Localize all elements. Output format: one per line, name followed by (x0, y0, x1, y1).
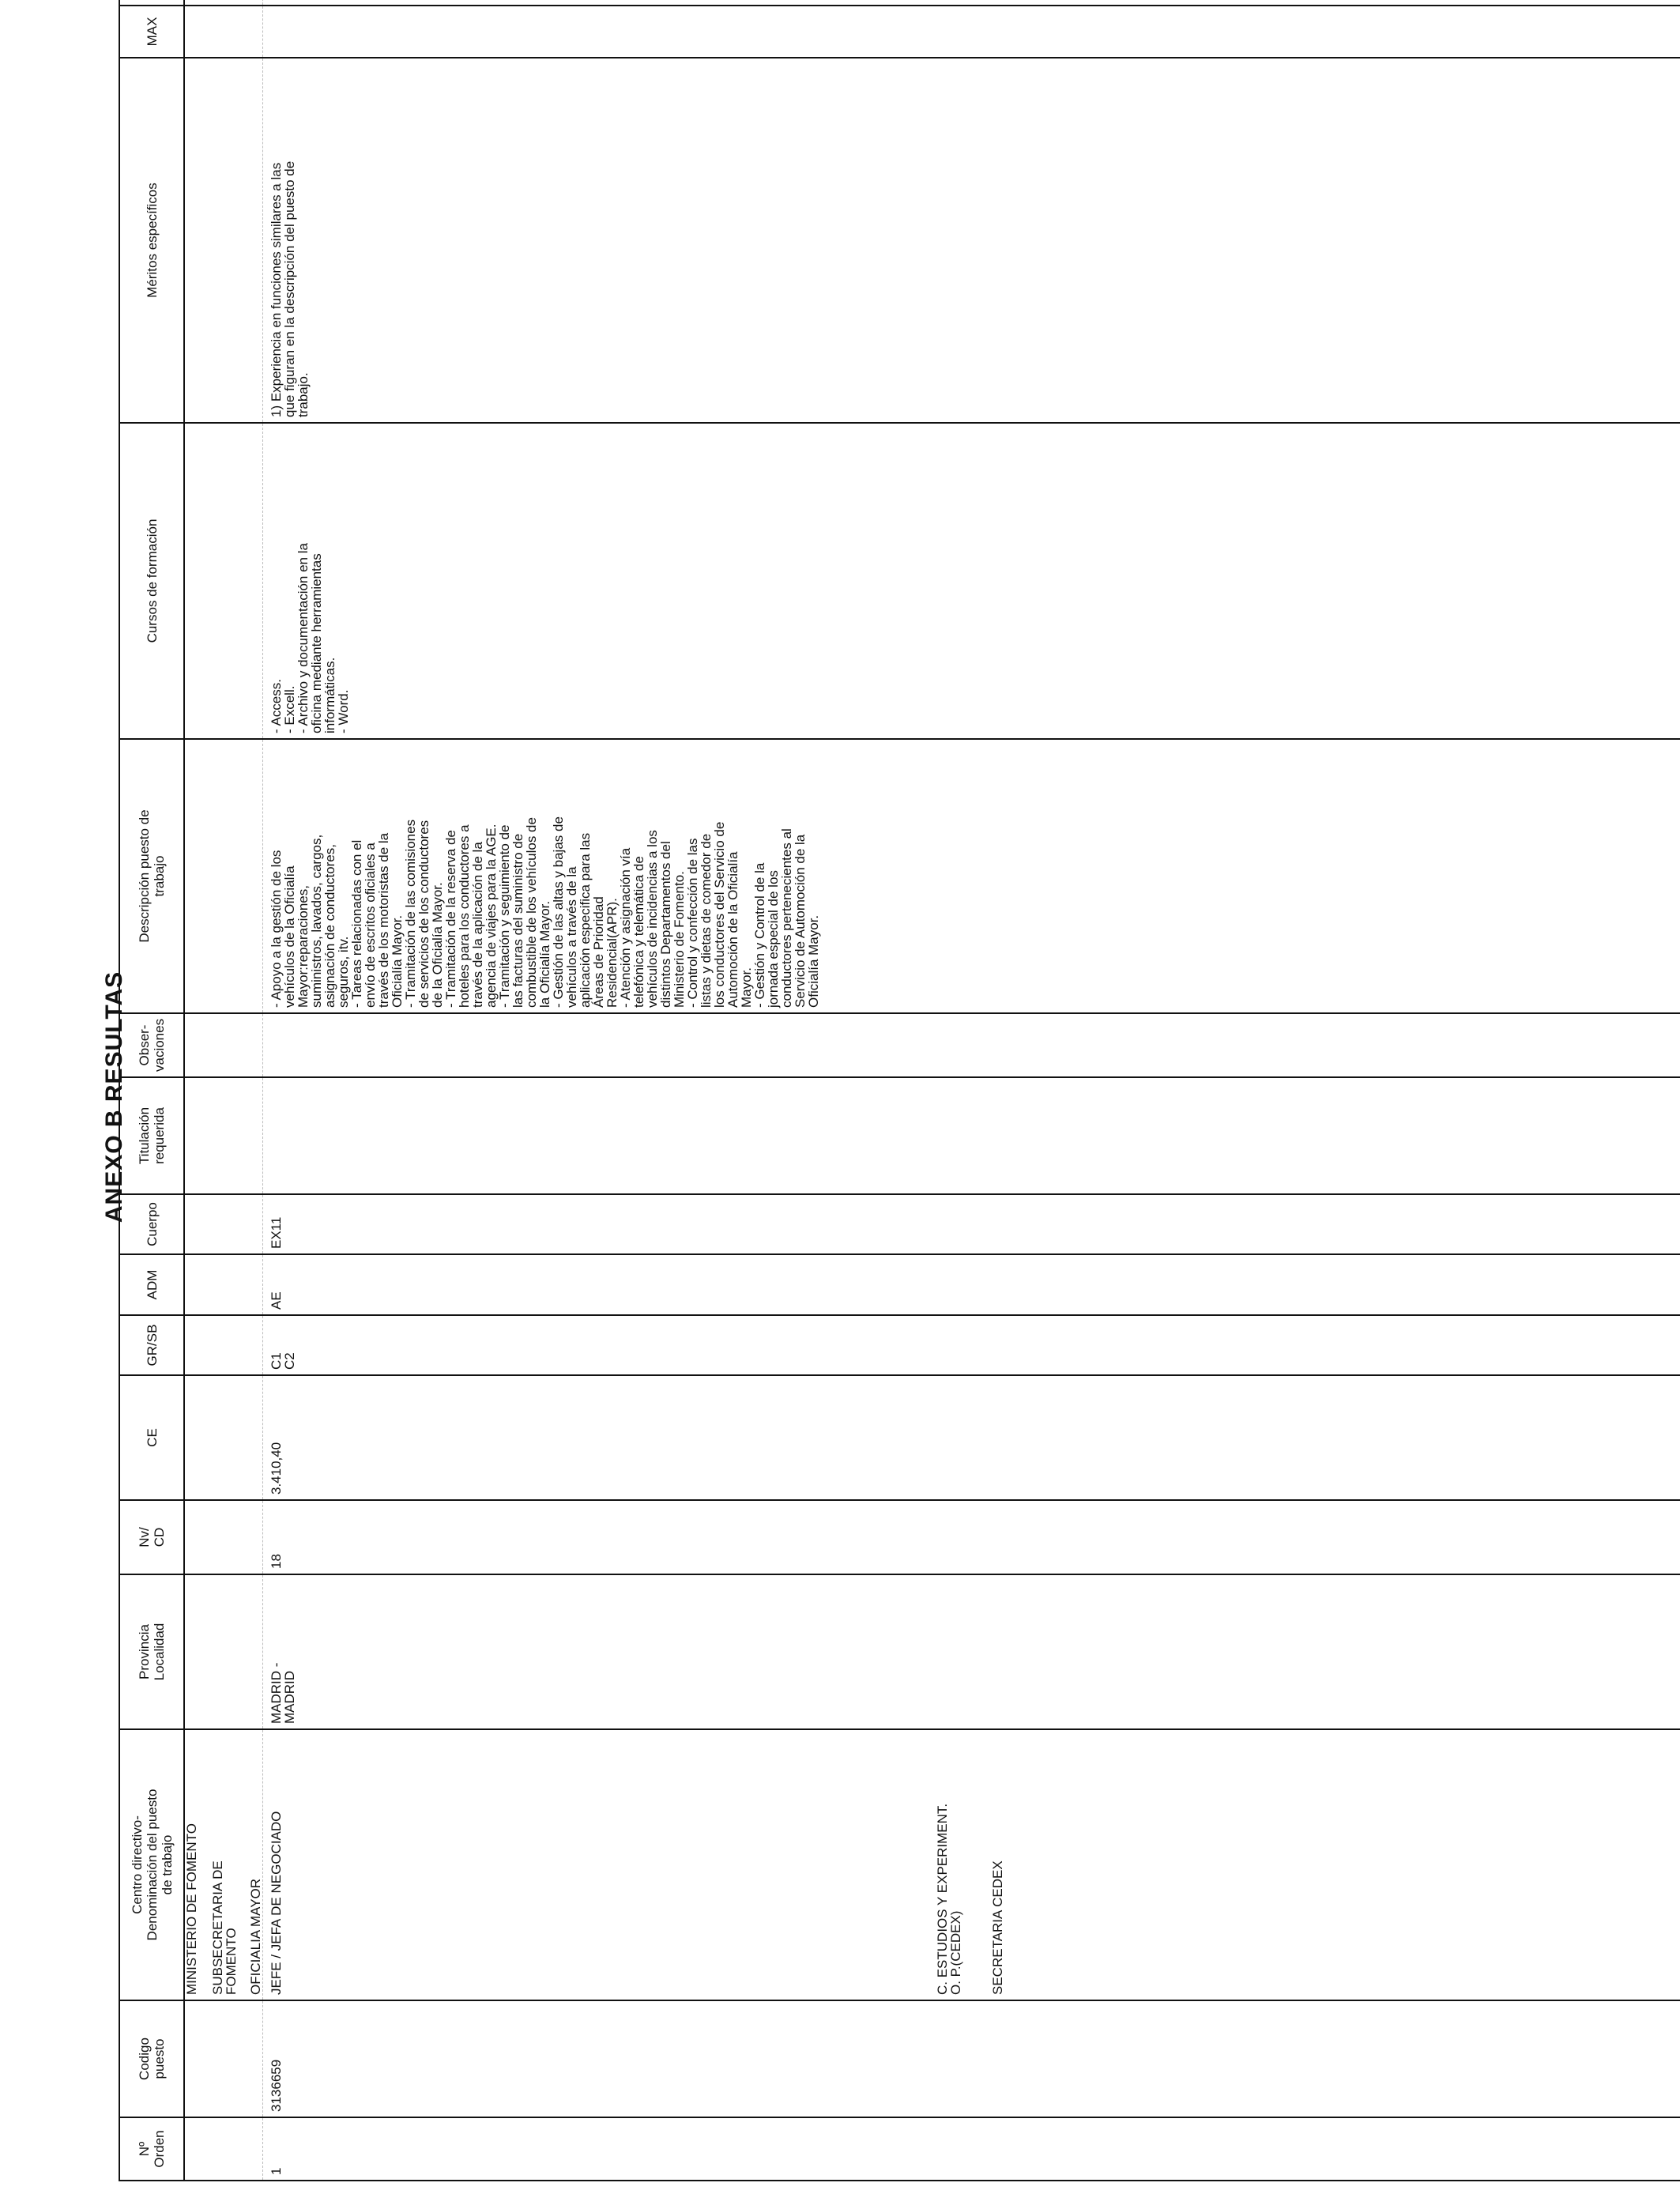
next-centro-name: C. ESTUDIOS Y EXPERIMENT. O. P.(CEDEX) (935, 1803, 963, 1995)
oficialia-name: OFICIALIA MAYOR (248, 1878, 263, 1995)
nivel-cell: 18 (263, 1500, 1680, 1574)
codigo-cell: 3136659 (263, 2000, 1680, 2117)
observaciones-cell (263, 1013, 1680, 1077)
header-descripcion: Descripción puesto de trabajo (119, 739, 184, 1013)
header-provincia: Provincia Localidad (119, 1574, 184, 1729)
header-row (119, 0, 184, 2181)
cuerpo-cell: EX11 (263, 1194, 1680, 1254)
header-grupo: GR/SB (119, 1315, 184, 1375)
unit-row (203, 0, 263, 2181)
ministry-name: MINISTERIO DE FOMENTO (184, 1729, 203, 2000)
header-nivel: Nv/ CD (119, 1500, 184, 1574)
titulacion-cell (263, 1077, 1680, 1194)
puesto-name: JEFE / JEFA DE NEGOCIADO (269, 1811, 284, 1995)
header-titulacion: Titulación requerida (119, 1077, 184, 1194)
ministry-row (184, 0, 203, 2181)
adm-cell: AE (263, 1254, 1680, 1315)
table-row (263, 0, 1680, 2181)
results-table (119, 0, 1680, 2181)
next-unidad-name: SECRETARIA CEDEX (990, 1860, 1005, 1995)
provincia-cell: MADRID - MADRID (263, 1574, 1680, 1729)
header-codigo: Codigo puesto (119, 2000, 184, 2117)
header-max: MAX (119, 6, 184, 58)
subsecretaria-name: SUBSECRETARIA DE FOMENTO (210, 1860, 239, 1995)
header-ce: CE (119, 1375, 184, 1500)
grupo-cell: C1 C2 (263, 1315, 1680, 1375)
header-orden: Nº Orden (119, 2117, 184, 2181)
header-observaciones: Obser- vaciones (119, 1013, 184, 1077)
header-adm: ADM (119, 1254, 184, 1315)
centro-cell (263, 1729, 1680, 2000)
page-title: ANEXO B RESULTAS (101, 971, 127, 1223)
orden-cell: 1 (263, 2117, 1680, 2181)
ce-cell: 3.410,40 (263, 1375, 1680, 1500)
cursos-cell: - Access. - Excell. - Archivo y documentación en la oficina mediante herramientas informáticas. - Word. (263, 423, 1680, 739)
header-me (119, 0, 184, 6)
max-cell (263, 6, 1680, 58)
meritos-cell: 1) Experiencia en funciones similares a las que figuran en la descripción del puesto de trabajo. (263, 58, 1680, 423)
unit-cell (203, 1729, 263, 2000)
descripcion-cell: - Apoyo a la gestión de los vehículos de la Oficialía Mayor:reparaciones, suministros, lavados, cargos, asignación de conductores, seguros, itv. - Tareas relacionadas con el envío de escritos oficiales a través de los motoristas de la Oficialía Mayor. - Tramitación de las comisiones de servicios de los conductores de la Oficialía Mayor. - Tramitación de la reserva de hoteles para los conductores a través de la aplicación de la agencia de viajes para la AGE. - Tramitación y seguimiento de las facturas del suministro de combustible de los vehículos de la Oficialía Mayor. - Gestión de las altas y bajas de vehículos a través de la aplicación especifica para las Áreas de Prioridad Residencial(APR). - Atención y asignación vía telefónica y telemática de vehículos de incidencias a los distintos Departamentos del Ministerio de Fomento. - Control y confección de las listas y dietas de comedor de los conductores del Servicio de Automoción de la Oficialía Mayor. - Gestión y Control de la jornada especial de los conductores pertenecientes al Servicio de Automoción de la Oficialía Mayor. (263, 739, 1680, 1013)
header-centro: Centro directivo- Denominación del puesto de trabajo (119, 1729, 184, 2000)
me-cell (263, 0, 1680, 6)
header-cursos: Cursos de formación (119, 423, 184, 739)
header-meritos: Méritos específicos (119, 58, 184, 423)
header-cuerpo: Cuerpo (119, 1194, 184, 1254)
